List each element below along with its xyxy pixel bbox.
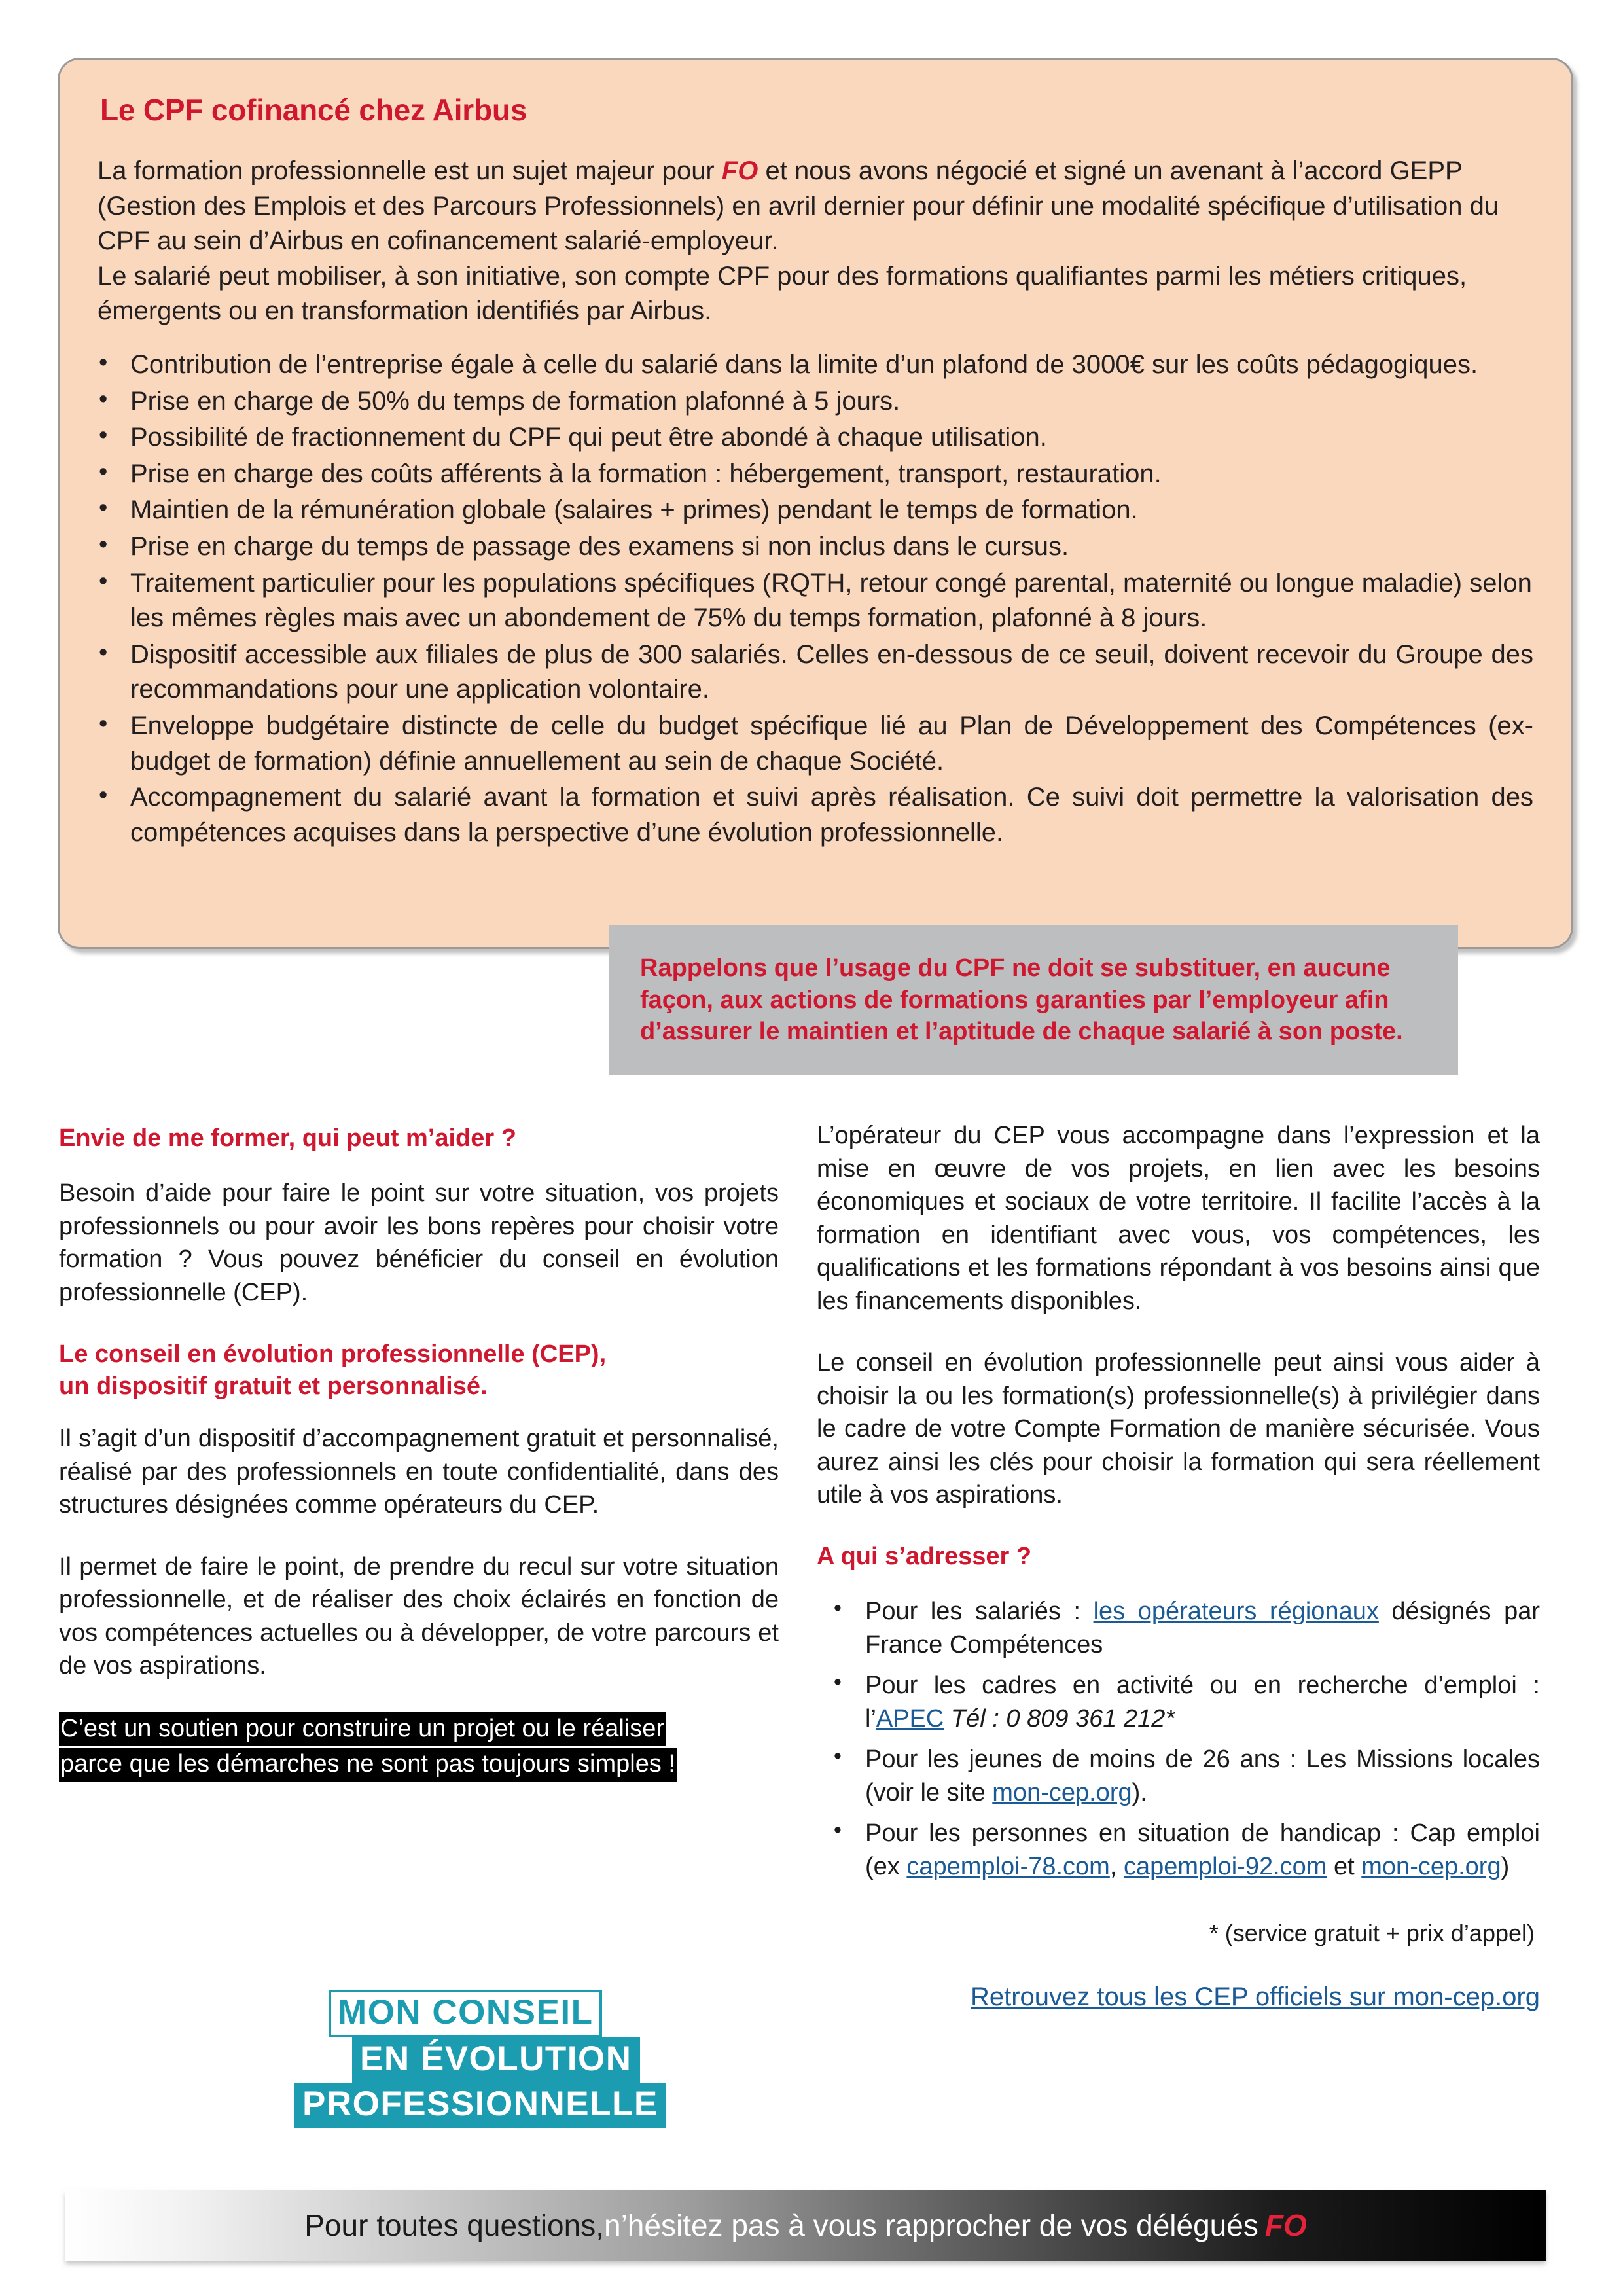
- link-mon-cep-org[interactable]: mon-cep.org: [992, 1778, 1132, 1806]
- footer-fo-label: FO: [1264, 2208, 1307, 2242]
- list-item: [817, 1743, 1540, 1809]
- link-retrouvez-mon-cep-org[interactable]: Retrouvez tous les CEP officiels sur mon-cep.org: [970, 1982, 1540, 2012]
- list-item: • Maintien de la rémunération globale (salaires + primes) pendant le temps de formation.: [83, 493, 1545, 528]
- link-capemploi-78[interactable]: capemploi-78.com: [906, 1852, 1110, 1880]
- list-item: • Possibilité de fractionnement du CPF qui peut être abondé à chaque utilisation.: [83, 420, 1545, 456]
- list-item: • Contribution de l’entreprise égale à celle du salarié dans la limite d’un plafond de 3000€ sur les coûts pédagogiques.: [83, 348, 1545, 383]
- left-heading-cep: [59, 1338, 779, 1403]
- right-heading-contacts: A qui s’adresser ?: [817, 1542, 1032, 1570]
- left-heading-formation: Envie de me former, qui peut m’aider ?: [59, 1124, 516, 1152]
- list-item: • Dispositif accessible aux filiales de plus de 300 salariés. Celles en-dessous de ce seuil, doivent recevoir du Groupe des recommandations pour une application volontaire.: [83, 637, 1545, 708]
- cpf-panel-content: [83, 75, 1545, 852]
- cpf-warning-text: Rappelons que l’usage du CPF ne doit se substituer, en aucune façon, aux actions de formations garanties par l’employeur afin d’assurer le maintien et l’aptitude de chaque salarié à son poste.: [640, 954, 1403, 1046]
- left-column: [59, 1122, 779, 1782]
- apec-phone: Tél : 0 809 361 212*: [944, 1704, 1175, 1732]
- list-item: [817, 1595, 1540, 1661]
- cpf-intro-1-after: et nous avons négocié et signé un avenant à l’accord GEPP (Gestion des Emplois et des Parcours Professionnels) en avril dernier pour définir une modalité spécifique d’utilisation du CPF au sein d’Airbus en cofinancement salarié-employeur.: [98, 156, 1499, 256]
- cep-contacts-list: [817, 1595, 1540, 1883]
- fo-label: FO: [721, 156, 758, 185]
- logo-row-3: [294, 2083, 713, 2128]
- list-item: [817, 1817, 1540, 1883]
- cpf-intro-block: [98, 154, 1545, 329]
- cpf-intro-1-before: La formation professionnelle est un sujet majeur pour: [98, 156, 722, 185]
- left-paragraph-3: Il permet de faire le point, de prendre du recul sur votre situation professionnelle, et de réaliser des choix éclairés en fonction de vos compétences actuelles ou à développer, de votre parcours et de vos aspirations.: [59, 1552, 779, 1680]
- mon-cep-logo: [294, 1990, 713, 2121]
- link-apec[interactable]: APEC: [876, 1704, 944, 1732]
- logo-line-en-evolution: EN ÉVOLUTION: [352, 2037, 640, 2083]
- retrouvez-cep-line: [817, 1982, 1540, 2012]
- contact-3-mid2: et: [1327, 1852, 1362, 1880]
- logo-row-1: [294, 1990, 713, 2037]
- list-item: • Accompagnement du salarié avant la formation et suivi après réalisation. Ce suivi doit permettre la valorisation des compétences acquises dans la perspective d’une évolution professionnelle.: [83, 780, 1545, 850]
- list-item: • Prise en charge du temps de passage des examens si non inclus dans le cursus.: [83, 529, 1545, 565]
- contact-3-suffix: ): [1501, 1852, 1510, 1880]
- left-heading-cep-line2: un dispositif gratuit et personnalisé.: [59, 1372, 488, 1400]
- list-item: [817, 1669, 1540, 1735]
- highlight-line-1: C’est un soutien pour construire un projet ou le réaliser: [59, 1712, 666, 1746]
- logo-row-2: [294, 2037, 713, 2083]
- logo-line-professionnelle: PROFESSIONNELLE: [294, 2083, 666, 2128]
- left-paragraph-1: Besoin d’aide pour faire le point sur votre situation, vos projets professionnels ou pour avoir les bons repères pour choisir votre formation ? Vous pouvez bénéficier du conseil en évolution professionnelle (CEP).: [59, 1179, 779, 1306]
- cpf-intro-paragraph-1: [98, 154, 1545, 259]
- link-operateurs-regionaux[interactable]: les opérateurs régionaux: [1093, 1598, 1379, 1626]
- contact-1-prefix: Pour les cadres en activité ou en recherche d’emploi : l’: [865, 1672, 1540, 1732]
- list-item: • Prise en charge des coûts afférents à la formation : hébergement, transport, restauration.: [83, 457, 1545, 492]
- footer-bar: [65, 2190, 1546, 2261]
- contact-3-mid: ,: [1109, 1852, 1124, 1880]
- link-capemploi-92[interactable]: capemploi-92.com: [1123, 1852, 1327, 1880]
- service-cost-note: * (service gratuit + prix d’appel): [1209, 1920, 1535, 1947]
- highlight-line-2: parce que les démarches ne sont pas toujours simples !: [59, 1748, 677, 1782]
- right-paragraph-2: Le conseil en évolution professionnelle peut ainsi vous aider à choisir la ou les formation(s) professionnelle(s) à privilégier dans le cadre de votre Compte Formation de manière sécurisée. Vous aurez ainsi les clés pour choisir la formation qui sera réellement utile à vos aspirations.: [817, 1349, 1540, 1509]
- contact-2-prefix: Pour les jeunes de moins de 26 ans : Les Missions locales (voir le site: [865, 1746, 1540, 1806]
- contact-3-prefix: Pour les personnes en situation de handicap : Cap emploi (ex: [865, 1820, 1540, 1880]
- right-paragraph-1: L’opérateur du CEP vous accompagne dans l’expression et la mise en œuvre de vos projets, en lien avec les besoins économiques et sociaux de votre territoire. Il facilite l’accès à la formation en identifiant avec vous, vos compétences, les qualifications et les formations répondant à vos besoins ainsi que les financements disponibles.: [817, 1122, 1540, 1315]
- cpf-panel: [58, 58, 1573, 949]
- list-item: • Enveloppe budgétaire distincte de celle du budget spécifique lié au Plan de Développement des Compétences (ex-budget de formation) définie annuellement au sein de chaque Société.: [83, 709, 1545, 779]
- list-item: • Prise en charge de 50% du temps de formation plafonné à 5 jours.: [83, 384, 1545, 420]
- contact-2-suffix: ).: [1132, 1778, 1147, 1806]
- left-heading-cep-line1: Le conseil en évolution professionnelle (CEP),: [59, 1340, 607, 1368]
- footer-message: [65, 2190, 1546, 2261]
- left-highlight-block: [59, 1712, 779, 1782]
- cpf-warning-callout: [609, 925, 1458, 1075]
- contact-0-prefix: Pour les salariés :: [865, 1598, 1094, 1626]
- left-paragraph-2: Il s’agit d’un dispositif d’accompagnement gratuit et personnalisé, réalisé par des professionnels en toute confidentialité, dans des structures désignées comme opérateurs du CEP.: [59, 1425, 779, 1519]
- list-item: • Traitement particulier pour les populations spécifiques (RQTH, retour congé parental, maternité ou longue maladie) selon les mêmes règles mais avec un abondement de 75% du temps formation, plafonné à 8 jours.: [83, 566, 1545, 636]
- link-mon-cep-org-2[interactable]: mon-cep.org: [1361, 1852, 1501, 1880]
- right-column: [817, 1119, 1540, 2012]
- footer-part-light: n’hésitez pas à vous rapprocher de vos délégués: [603, 2208, 1258, 2242]
- logo-line-mon-conseil: MON CONSEIL: [329, 1990, 602, 2037]
- cpf-panel-title: Le CPF cofinancé chez Airbus: [100, 93, 527, 127]
- cpf-intro-paragraph-2: Le salarié peut mobiliser, à son initiative, son compte CPF pour des formations qualifiantes parmi les métiers critiques, émergents ou en transformation identifiés par Airbus.: [98, 261, 1467, 326]
- cpf-benefits-list: [83, 348, 1545, 850]
- contact-0-suffix: désignés par France Compétences: [865, 1598, 1540, 1659]
- footer-part-dark: Pour toutes questions,: [304, 2208, 604, 2242]
